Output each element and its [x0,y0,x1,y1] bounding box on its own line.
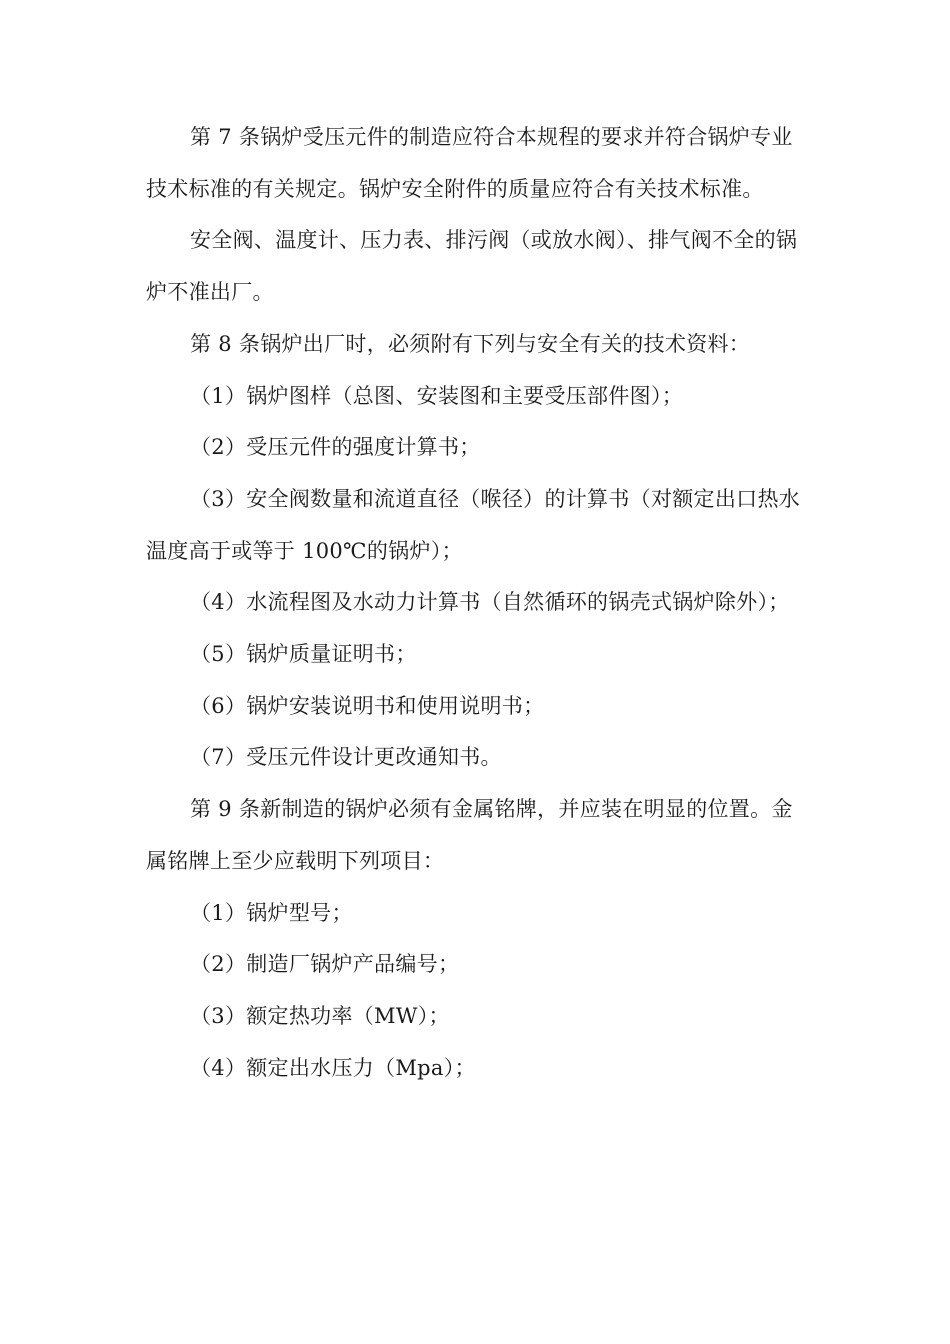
list-item-9-3: （3）额定热功率（MW）； [190,1003,450,1028]
list-item-9-2: （2）制造厂锅炉产品编号； [190,952,460,977]
list-item-8-6: （6）锅炉安装说明书和使用说明书； [190,693,545,718]
document-body [146,112,808,1094]
list-item-8-1: （1）锅炉图样（总图、安装图和主要受压部件图）； [190,383,684,408]
list-item-8-4: （4）水流程图及水动力计算书（自然循环的锅壳式锅炉除外）； [190,590,790,615]
paragraph-article-9: 第 9 条新制造的锅炉必须有金属铭牌，并应装在明显的位置。金属铭牌上至少应载明下列项目： [146,797,793,873]
list-item-8-7: （7）受压元件设计更改通知书。 [190,745,502,770]
paragraph-article-7: 第 7 条锅炉受压元件的制造应符合本规程的要求并符合锅炉专业技术标准的有关规定。锅炉安全附件的质量应符合有关技术标准。 [146,125,793,201]
list-item-9-1: （1）锅炉型号； [190,900,353,925]
paragraph-safety-accessories: 安全阀、温度计、压力表、排污阀（或放水阀）、排气阀不全的锅炉不准出厂。 [146,228,798,305]
list-item-8-5: （5）锅炉质量证明书； [190,642,417,667]
list-item-8-2: （2）受压元件的强度计算书； [190,435,481,460]
list-item-9-4: （4）额定出水压力（Mpa）； [190,1055,476,1080]
list-item-8-3: （3）安全阀数量和流道直径（喉径）的计算书（对额定出口热水温度高于或等于 100℃的锅炉）； [146,486,801,563]
paragraph-article-8: 第 8 条锅炉出厂时，必须附有下列与安全有关的技术资料： [190,331,751,356]
